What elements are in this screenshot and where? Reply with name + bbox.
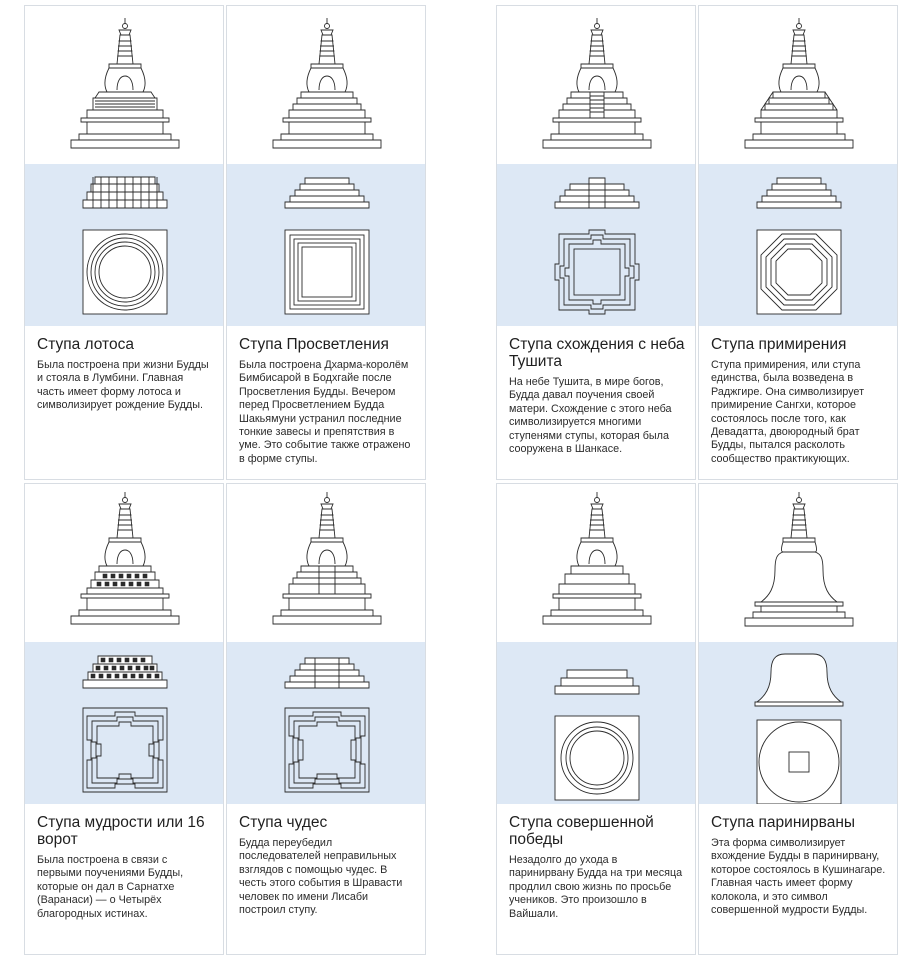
- card-title: Ступа примирения: [711, 336, 847, 353]
- stupa-plan-icon: [699, 164, 899, 326]
- card-title: Ступа паринирваны: [711, 814, 856, 831]
- stupa-card-enlightenment: [226, 5, 426, 480]
- stupa-card-reconciliation: [698, 5, 898, 480]
- elevation-panel: [25, 484, 223, 642]
- stupa-plan-icon: [25, 164, 225, 326]
- stupa-elevation-icon: [25, 6, 225, 164]
- card-text: [497, 804, 695, 921]
- elevation-panel: [25, 6, 223, 164]
- stupa-elevation-icon: [25, 484, 225, 642]
- plan-panel: [227, 164, 425, 326]
- elevation-panel: [497, 484, 695, 642]
- stupa-card-wisdom: [24, 483, 224, 955]
- plan-panel: [227, 642, 425, 804]
- elevation-panel: [227, 6, 425, 164]
- card-text: [497, 326, 695, 456]
- stupa-elevation-icon: [699, 6, 899, 164]
- stupa-plan-icon: [497, 642, 697, 804]
- card-text: [25, 804, 223, 921]
- plan-panel: [497, 164, 695, 326]
- card-description: Будда переубедил последователей неправильных взглядов с помощью чудес. В честь этого события в Шравасти человек по имени Лисаби построил ступу.: [239, 837, 403, 917]
- card-description: На небе Тушита, в мире богов, Будда давал поучения своей матери. Схождение с этого неба символизируется многими ступенями ступы, которая была сооружена в Шанкасе.: [509, 376, 672, 456]
- stupa-elevation-icon: [497, 6, 697, 164]
- card-text: [227, 804, 425, 917]
- plan-panel: [699, 642, 897, 804]
- stupa-elevation-icon: [227, 6, 427, 164]
- stupa-plan-icon: [699, 642, 899, 804]
- elevation-panel: [497, 6, 695, 164]
- stupa-plan-icon: [227, 642, 427, 804]
- elevation-panel: [699, 484, 897, 642]
- card-text: [699, 326, 897, 466]
- card-title: Ступа схождения с неба Тушита: [509, 336, 685, 370]
- stupa-plan-icon: [25, 642, 225, 804]
- card-description: Эта форма символизирует вхождение Будды в паринирвану, которое состоялось в Кушинагаре. Главная часть имеет форму колокола, и это символ совершенной мудрости Будды.: [711, 837, 886, 917]
- stupa-card-parinirvana: [698, 483, 898, 955]
- card-description: Незадолго до ухода в паринирвану Будда на три месяца продлил свою жизнь по просьбе учеников. Это произошло в Вайшали.: [509, 854, 683, 920]
- stupa-elevation-icon: [699, 484, 899, 642]
- card-title: Ступа чудес: [239, 814, 328, 831]
- stupa-card-miracles: [226, 483, 426, 955]
- stupa-card-victory: [496, 483, 696, 955]
- card-description: Ступа примирения, или ступа единства, была возведена в Раджгире. Она символизирует примирение Сангхи, которое состоялось после того, как Девадатта, двоюродный брат Будды, пытался расколоть сообщество практикующих.: [711, 359, 865, 465]
- plan-panel: [497, 642, 695, 804]
- stupa-plan-icon: [227, 164, 427, 326]
- elevation-panel: [227, 484, 425, 642]
- card-text: [25, 326, 223, 413]
- stupa-card-lotus: [24, 5, 224, 480]
- stupa-card-descent-tushita: [496, 5, 696, 480]
- card-description: Была построена в связи с первыми поучениями Будды, которые он дал в Сарнатхе (Варанаси) — о Четырёх благородных истинах.: [37, 854, 184, 920]
- plan-panel: [25, 642, 223, 804]
- stupa-elevation-icon: [497, 484, 697, 642]
- stupa-plan-icon: [497, 164, 697, 326]
- stupa-elevation-icon: [227, 484, 427, 642]
- card-title: Ступа совершенной победы: [509, 814, 654, 848]
- card-description: Была построена при жизни Будды и стояла в Лумбини. Главная часть имеет форму лотоса и символизирует рождение Будды.: [37, 359, 209, 412]
- card-text: [227, 326, 425, 466]
- card-description: Была построена Дхарма-королём Бимбисарой в Бодхгайе после Просветления Будды. Вечером перед Просветлением Будда Шакьямуни устранил последние тонкие завесы и препятствия в уме. Это событие также отражено в форме ступы.: [239, 359, 411, 465]
- elevation-panel: [699, 6, 897, 164]
- card-title: Ступа лотоса: [37, 336, 134, 353]
- plan-panel: [25, 164, 223, 326]
- card-title: Ступа Просветления: [239, 336, 389, 353]
- plan-panel: [699, 164, 897, 326]
- card-text: [699, 804, 897, 917]
- card-title: Ступа мудрости или 16 ворот: [37, 814, 205, 848]
